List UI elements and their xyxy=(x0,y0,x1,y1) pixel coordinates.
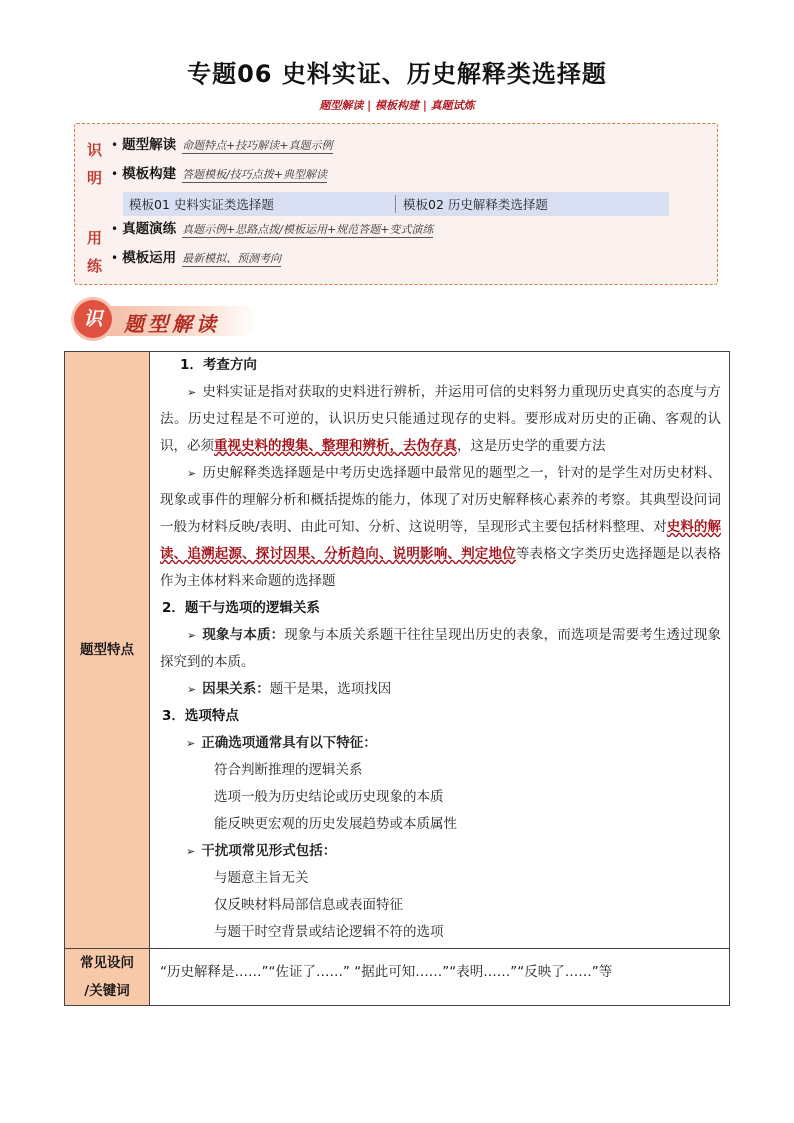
bullet-icon: • xyxy=(111,167,119,181)
row-content: “历史解释是……”“佐证了……” “据此可知……”“表明……”“反映了……”等 xyxy=(150,949,730,1006)
nav-item-label: 题型解读 xyxy=(122,137,177,153)
row-header: 题型特点 xyxy=(65,352,150,949)
nav-item-question-types[interactable] xyxy=(111,133,333,153)
term-label: 现象与本质： xyxy=(202,627,285,643)
template-link-01[interactable]: 模板01 史料实证类选择题 xyxy=(129,197,274,212)
side-char: 明 xyxy=(87,169,103,187)
section-heading: 3．选项特点 xyxy=(162,708,239,724)
paragraph-text: 现象与本质关系题干往往呈现出历史的表象，而选项是需要考生透过现象探究到的本质。 xyxy=(160,627,722,670)
paragraph-text: ，这是历史学的重要方法 xyxy=(457,438,606,454)
section-heading: 1．考查方向 xyxy=(180,357,257,373)
side-char: 用 xyxy=(87,229,103,247)
divider xyxy=(395,195,396,213)
table-row xyxy=(65,949,730,1006)
list-item: 与题意主旨无关 xyxy=(214,870,309,886)
bullet-icon: • xyxy=(111,138,119,152)
section-heading: 题型解读 xyxy=(124,312,220,336)
arrow-icon: ➢ xyxy=(187,467,197,480)
nav-item-practice[interactable] xyxy=(111,217,433,237)
nav-item-label: 模板构建 xyxy=(122,166,177,182)
arrow-icon: ➢ xyxy=(186,737,196,750)
nav-item-desc: 答题模板/技巧点拨+典型解读 xyxy=(182,168,328,181)
side-char: 练 xyxy=(87,257,103,275)
highlight-text: 重视史料的搜集、整理和辨析，去伪存真 xyxy=(214,438,457,454)
nav-item-desc: 命题特点+技巧解读+真题示例 xyxy=(182,139,333,152)
navigation-box xyxy=(74,123,718,285)
row-header xyxy=(65,949,150,1006)
template-link-02[interactable]: 模板02 历史解释类选择题 xyxy=(403,197,548,212)
arrow-icon: ➢ xyxy=(187,683,197,696)
banner-icon: 识 xyxy=(74,300,112,338)
list-item: 仅反映材料局部信息或表面特征 xyxy=(214,897,403,913)
section-banner xyxy=(74,300,260,340)
list-heading: ➢ 正确选项通常具有以下特征： xyxy=(186,735,377,751)
template-strip xyxy=(123,192,669,216)
row-content xyxy=(150,352,730,949)
list-item: 选项一般为历史结论或历史现象的本质 xyxy=(214,789,444,805)
term-label: 因果关系： xyxy=(202,681,270,697)
page-subtitle: 题型解读 | 模板构建 | 真题试炼 xyxy=(319,99,475,112)
page-title: 专题06 史料实证、历史解释类选择题 xyxy=(187,60,607,88)
question-type-table xyxy=(64,351,730,1006)
nav-item-desc: 真题示例+思路点拨/模板运用+规范答题+变式演练 xyxy=(182,223,434,236)
table-row xyxy=(65,352,730,949)
list-item: 与题干时空背景或结论逻辑不符的选项 xyxy=(214,924,444,940)
list-heading: ➢ 干扰项常见形式包括： xyxy=(186,843,337,859)
paragraph-text: 史料实证是指对获取的史料进行辨析，并运用可信的史料努力重现历史真实的态度与方法。历史过程是不可逆的，认识历史只能通过现存的史料。要形成对历史的正确、客观的认识，必须 xyxy=(160,384,721,454)
list-item: 符合判断推理的逻辑关系 xyxy=(214,762,363,778)
bullet-icon: • xyxy=(111,222,119,236)
row-header-line: 常见设问 xyxy=(80,955,134,971)
paragraph xyxy=(160,622,721,676)
nav-item-label: 真题演练 xyxy=(122,221,177,237)
arrow-icon: ➢ xyxy=(186,845,196,858)
section-heading: 2．题干与选项的逻辑关系 xyxy=(162,600,320,616)
paragraph-text: 等表格文字类历史选择题是以表格作为主体材料来命题的选择题 xyxy=(160,546,721,589)
row-header-line: /关键词 xyxy=(84,983,130,999)
nav-item-desc: 最新模拟、预测考向 xyxy=(182,252,282,265)
side-characters xyxy=(87,136,105,280)
side-char: 识 xyxy=(87,141,103,159)
highlight-text: 史料的解读、追溯起源、探讨因果、分析趋向、说明影响、判定地位 xyxy=(160,519,721,562)
paragraph xyxy=(160,379,721,460)
nav-item-application[interactable] xyxy=(111,246,281,266)
arrow-icon: ➢ xyxy=(187,386,197,399)
nav-item-templates[interactable] xyxy=(111,162,327,182)
nav-item-label: 模板运用 xyxy=(122,250,177,266)
arrow-icon: ➢ xyxy=(187,629,197,642)
paragraph xyxy=(160,460,721,595)
paragraph-text: 历史解释类选择题是中考历史选择题中最常见的题型之一，针对的是学生对历史材料、现象或事件的理解分析和概括提炼的能力，体现了对历史解释核心素养的考察。其典型设问词一般为材料反映/表明、由此可知、分析、这说明等，呈现形式主要包括材料整理、对 xyxy=(160,465,721,535)
paragraph xyxy=(160,676,721,703)
bullet-icon: • xyxy=(111,251,119,265)
list-item: 能反映更宏观的历史发展趋势或本质属性 xyxy=(214,816,457,832)
paragraph-text: 题干是果，选项找因 xyxy=(269,681,392,697)
